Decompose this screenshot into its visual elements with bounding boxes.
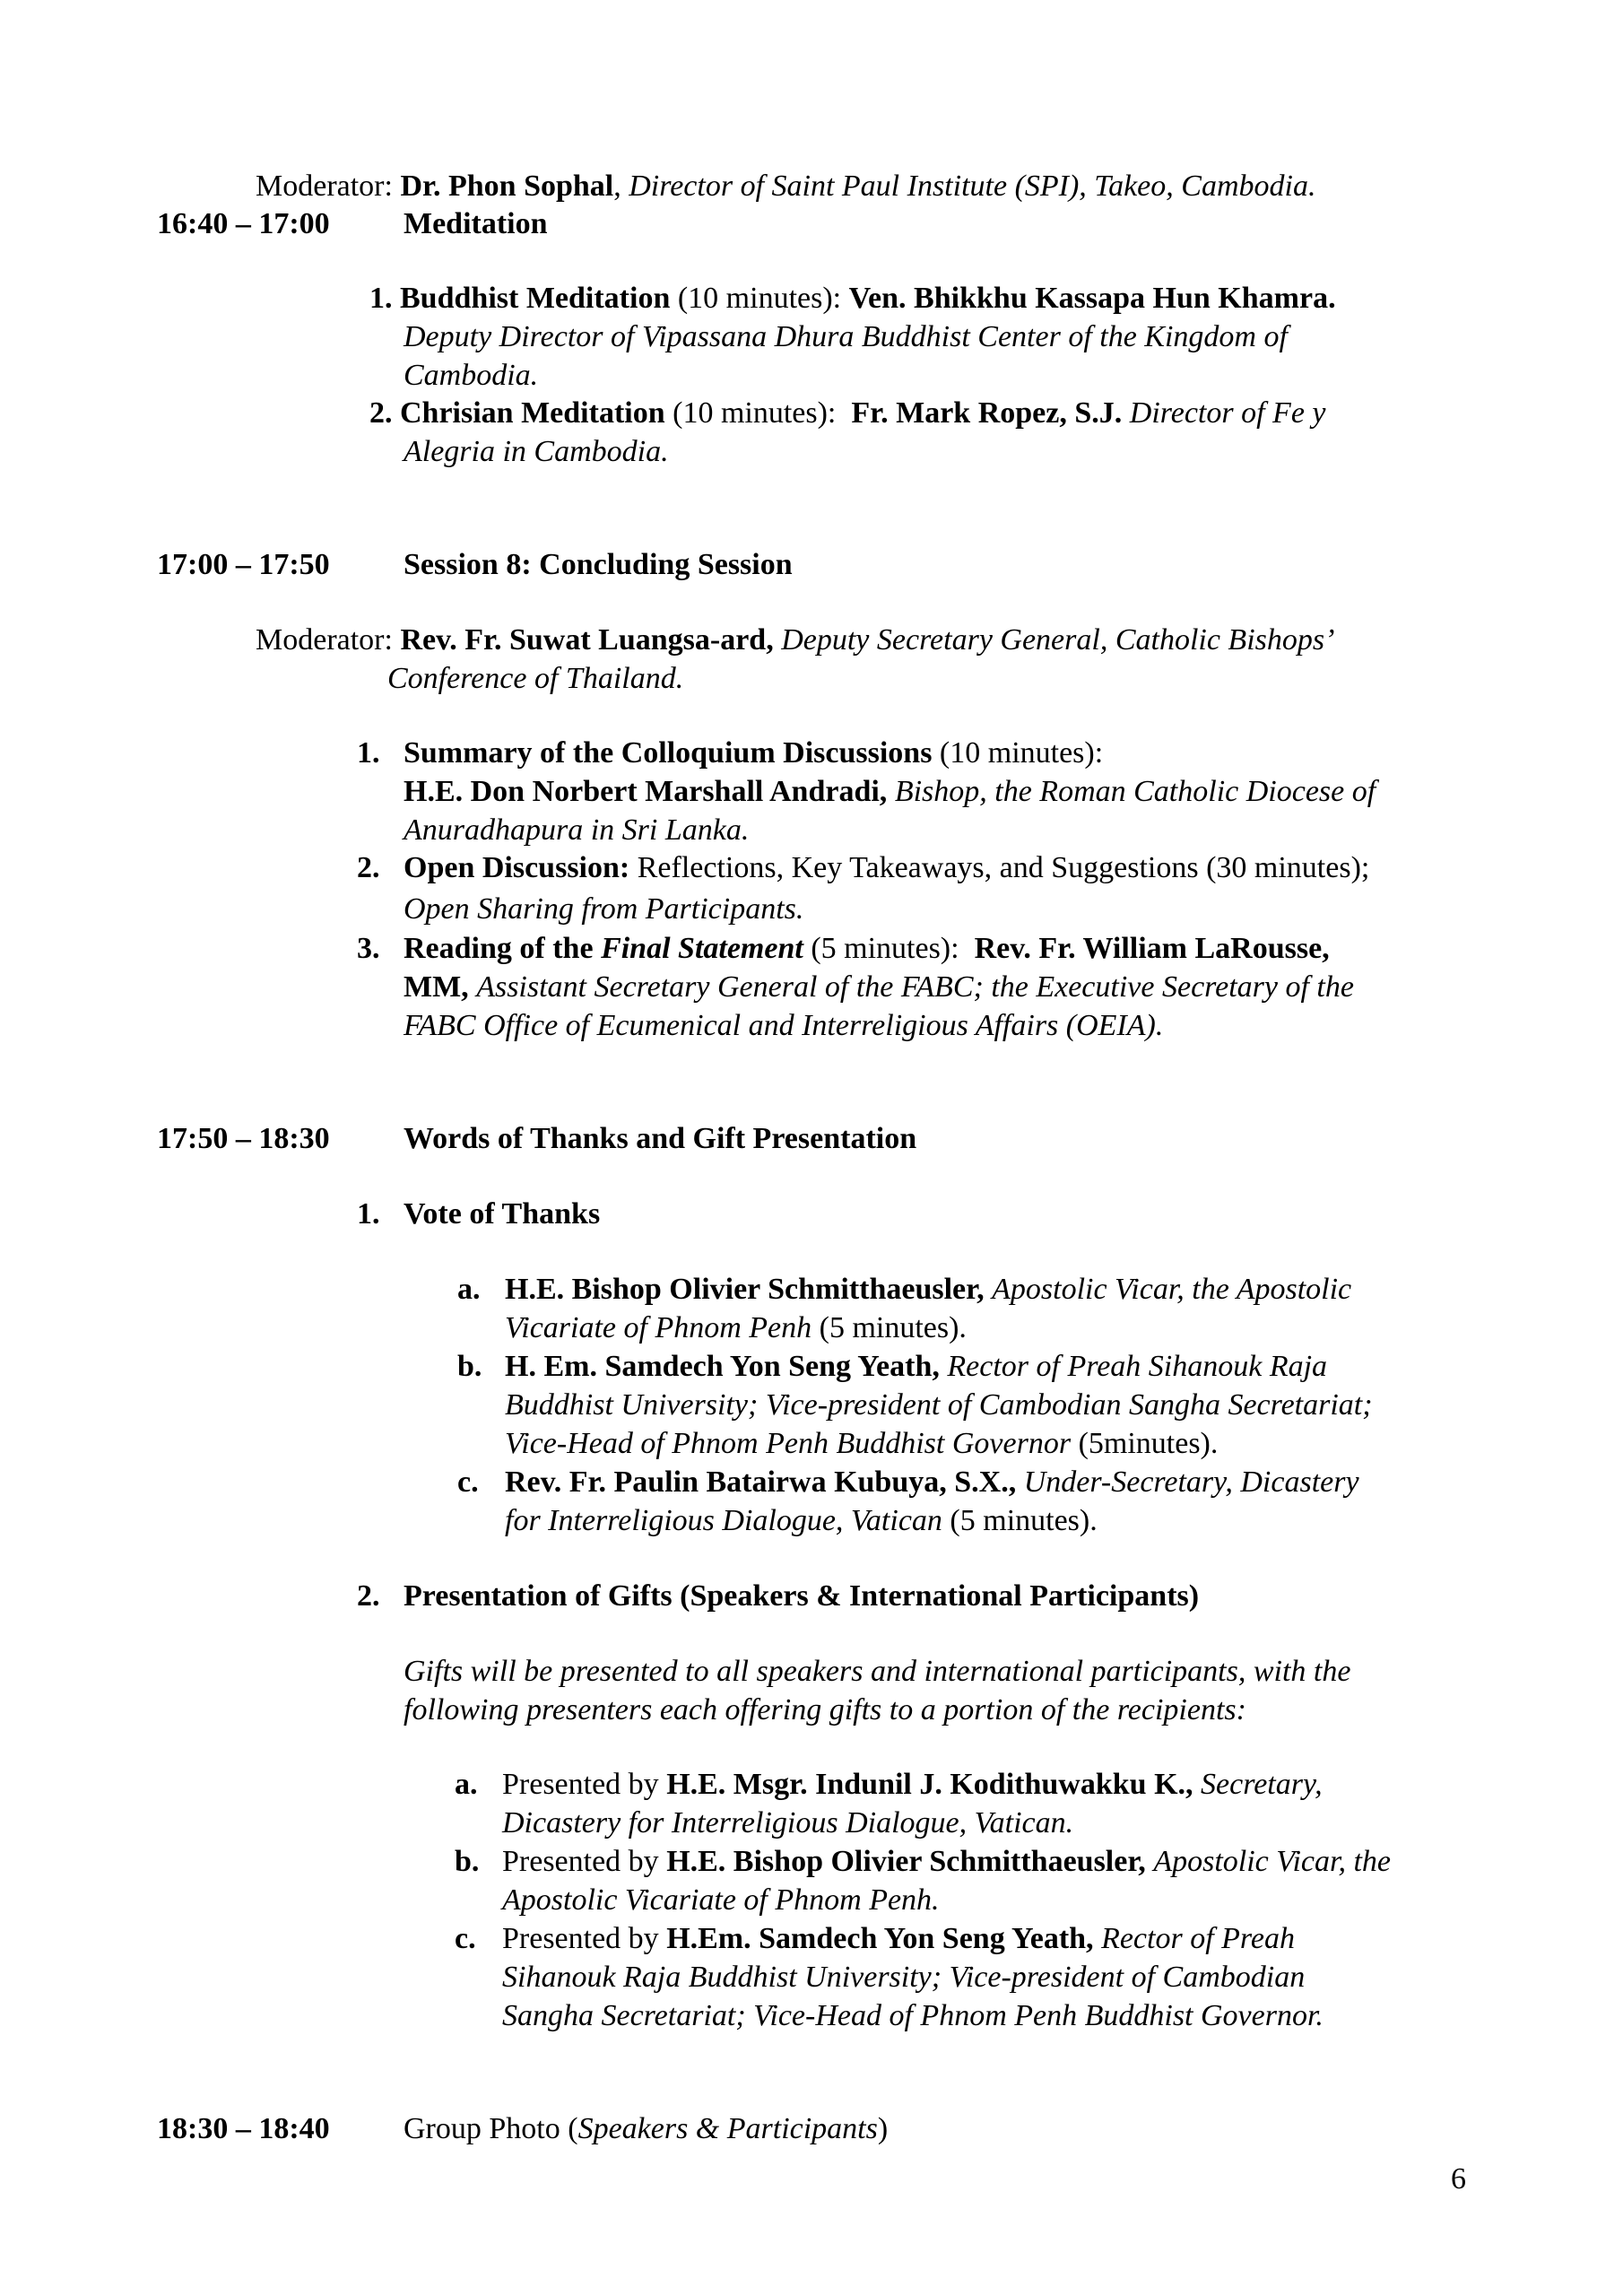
item-role: Vice-Head of Phnom Penh Buddhist Governor (505, 1427, 1072, 1460)
item-title: Summary of the Colloquium Discussions (404, 736, 933, 770)
moderator-line (256, 167, 1315, 205)
list-item (502, 1842, 1391, 1881)
gifts-note: Gifts will be presented to all speakers and international participants, with the (404, 1655, 1351, 1688)
moderator-sep: , (613, 170, 621, 203)
item-speaker: H.E. Bishop Olivier Schmitthaeusler, (505, 1273, 985, 1306)
item-letter: a. (455, 1768, 478, 1801)
item-number: 1. (369, 282, 393, 315)
list-item (505, 1270, 1351, 1309)
item-pre: Presented by (502, 1845, 659, 1878)
item-pre: Presented by (502, 1768, 659, 1801)
item-number: 1. (357, 736, 380, 770)
item-role: Deputy Director of Vipassana Dhura Buddhist Center of the Kingdom of (404, 320, 1288, 353)
item-role: Dicastery for Interreligious Dialogue, Vatican. (502, 1806, 1074, 1839)
list-item (502, 1919, 1295, 1958)
moderator-name: Dr. Phon Sophal (400, 170, 614, 203)
item-speaker: H.E. Don Norbert Marshall Andradi, (404, 775, 888, 808)
session-title-line (404, 2109, 888, 2148)
moderator-label: Moderator: (256, 170, 393, 203)
session-title: Words of Thanks and Gift Presentation (404, 1122, 917, 1155)
item-role: Bishop, the Roman Catholic Diocese of (894, 775, 1376, 808)
item-title: Vote of Thanks (404, 1197, 601, 1231)
paren: ) (877, 2112, 889, 2145)
item-letter: b. (455, 1845, 480, 1878)
item-letter: b. (457, 1350, 482, 1383)
list-item (404, 929, 1330, 968)
item-number: 2. (369, 396, 393, 430)
item-text: Reflections, Key Takeaways, and Suggestions (30 minutes); (637, 851, 1370, 884)
session-title: Session 8: Concluding Session (404, 548, 793, 581)
item-duration: (10 minutes): (677, 282, 842, 315)
item-role-line (505, 1501, 1098, 1540)
list-item (502, 1765, 1323, 1804)
list-item (404, 734, 1103, 772)
moderator-role: Deputy Secretary General, Catholic Bishops’ (781, 623, 1335, 657)
item-role: Secretary, (1201, 1768, 1323, 1801)
item-speaker: H.E. Msgr. Indunil J. Kodithuwakku K., (666, 1768, 1193, 1801)
item-duration: (5 minutes): (811, 932, 959, 965)
moderator-name: Rev. Fr. Suwat Luangsa-ard, (400, 623, 774, 657)
item-number: 2. (357, 851, 380, 884)
item-duration: (10 minutes): (673, 396, 837, 430)
session-time: 16:40 – 17:00 (157, 207, 330, 240)
item-role: Apostolic Vicariate of Phnom Penh. (502, 1883, 940, 1917)
item-role: FABC Office of Ecumenical and Interreligious Affairs (OEIA). (404, 1009, 1164, 1042)
item-speaker: H.E. Bishop Olivier Schmitthaeusler, (666, 1845, 1146, 1878)
item-italic: Open Sharing from Participants. (404, 892, 804, 926)
gifts-note: following presenters each offering gifts to a portion of the recipients: (404, 1693, 1246, 1726)
item-role: Under-Secretary, Dicastery (1023, 1465, 1359, 1499)
item-role: Assistant Secretary General of the FABC; the Executive Secretary of the (476, 970, 1354, 1004)
item-title: Chrisian Meditation (400, 396, 665, 430)
moderator-role: Conference of Thailand. (387, 662, 684, 695)
item-role: Sihanouk Raja Buddhist University; Vice-president of Cambodian (502, 1961, 1306, 1994)
item-role: Cambodia. (404, 359, 539, 392)
item-role: Anuradhapura in Sri Lanka. (404, 813, 750, 847)
item-speaker-line (404, 772, 1376, 811)
item-duration: (5 minutes). (819, 1311, 967, 1344)
item-title: Reading of the (404, 932, 594, 965)
session-title-italic: Speakers & Participants (577, 2112, 878, 2145)
list-item (369, 279, 1336, 317)
session-time: 17:50 – 18:30 (157, 1122, 330, 1155)
item-letter: c. (457, 1465, 479, 1499)
session-title: Group Photo (404, 2112, 560, 2145)
session-time: 18:30 – 18:40 (157, 2112, 330, 2145)
item-role: for Interreligious Dialogue, Vatican (505, 1504, 942, 1537)
item-speaker: Rev. Fr. Paulin Batairwa Kubuya, S.X., (505, 1465, 1017, 1499)
item-role-line (505, 1309, 967, 1347)
item-letter: c. (455, 1922, 476, 1955)
list-item (505, 1347, 1327, 1386)
item-number: 1. (357, 1197, 380, 1231)
item-speaker: H.Em. Samdech Yon Seng Yeath, (666, 1922, 1094, 1955)
item-role: Rector of Preah (1101, 1922, 1295, 1955)
item-number: 3. (357, 932, 380, 965)
item-role: Sangha Secretariat; Vice-Head of Phnom Penh Buddhist Governor. (502, 1999, 1324, 2032)
item-speaker: Fr. Mark Ropez, S.J. (851, 396, 1123, 430)
item-role: Vicariate of Phnom Penh (505, 1311, 812, 1344)
item-number: 2. (357, 1579, 380, 1613)
moderator-label: Moderator: (256, 623, 393, 657)
item-duration: (10 minutes): (939, 736, 1104, 770)
item-title: Presentation of Gifts (Speakers & International Participants) (404, 1579, 1200, 1613)
list-item (505, 1463, 1359, 1501)
item-title: Buddhist Meditation (400, 282, 671, 315)
item-speaker: Rev. Fr. William LaRousse, (974, 932, 1330, 965)
item-role: Apostolic Vicar, the Apostolic (992, 1273, 1352, 1306)
list-item (369, 394, 1326, 432)
session-title: Meditation (404, 207, 548, 240)
item-role-line (505, 1424, 1218, 1463)
paren: ( (568, 2112, 578, 2145)
item-role: Buddhist University; Vice-president of Cambodian Sangha Secretariat; (505, 1388, 1373, 1422)
item-pre: Presented by (502, 1922, 659, 1955)
item-role: Rector of Preah Sihanouk Raja (947, 1350, 1328, 1383)
item-duration: (5 minutes). (950, 1504, 1098, 1537)
item-title: Open Discussion: (404, 851, 630, 884)
item-title-italic: Final Statement (601, 932, 803, 965)
item-role: Alegria in Cambodia. (404, 435, 669, 468)
moderator-role: Director of Saint Paul Institute (SPI), Takeo, Cambodia. (629, 170, 1316, 203)
item-speaker: H. Em. Samdech Yon Seng Yeath, (505, 1350, 940, 1383)
item-speaker-line (404, 968, 1354, 1006)
item-role: Apostolic Vicar, the (1153, 1845, 1392, 1878)
item-speaker: MM, (404, 970, 469, 1004)
list-item (404, 848, 1369, 887)
moderator-line (256, 621, 1334, 659)
session-time: 17:00 – 17:50 (157, 548, 330, 581)
item-role: Director of Fe y (1129, 396, 1326, 430)
item-letter: a. (457, 1273, 481, 1306)
page-number: 6 (1451, 2162, 1466, 2196)
item-speaker: Ven. Bhikkhu Kassapa Hun Khamra. (848, 282, 1336, 315)
item-duration: (5minutes). (1078, 1427, 1219, 1460)
